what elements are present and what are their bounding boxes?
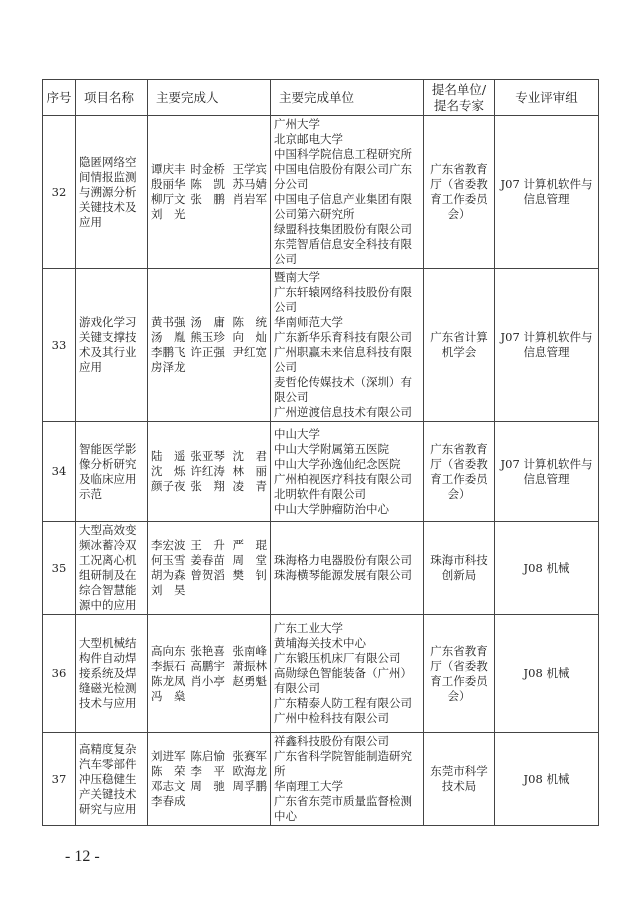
unit-name: 祥鑫科技股份有限公司 (274, 734, 389, 748)
nominator: 东莞市科学技术局 (424, 733, 495, 826)
main-persons (148, 615, 271, 733)
person-name: 高鹏宇 (190, 658, 225, 673)
project-name: 大型高效变频冰蓄冷双工况离心机组研制及在综合智慧能源中的应用 (76, 522, 148, 615)
unit-name: 高勋绿色智能装备（广州）有限公司 (274, 666, 412, 695)
unit-name: 东莞智盾信息安全科技有限公司 (274, 237, 412, 266)
person-name: 周孚鹏 (232, 779, 267, 793)
person-name: 许正强 (190, 345, 225, 359)
person-name: 张南峰 (232, 643, 267, 658)
row-number: 35 (43, 522, 76, 615)
unit-name: 广州大学 (274, 117, 320, 131)
review-group: J07 计算机软件与信息管理 (495, 116, 599, 269)
person-name: 肖小亭 (190, 673, 225, 688)
person-name: 黄书强 (151, 315, 186, 329)
project-name: 隐匿网络空间情报监测与溯源分析关键技术及应用 (76, 116, 148, 269)
person-name: 陈 统 (232, 315, 267, 329)
person-name: 王学宾 (232, 162, 267, 176)
main-units (271, 422, 424, 522)
person-name: 刘进军 (151, 749, 186, 763)
person-name: 张亚琴 (190, 449, 225, 463)
person-name: 陈 荣 (151, 764, 186, 778)
unit-name: 广东轩辕网络科技股份有限公司 (274, 285, 412, 314)
person-name: 许红涛 (190, 464, 225, 478)
unit-name: 中山大学 (274, 426, 320, 441)
unit-name: 麦哲伦传媒技术（深圳）有限公司 (274, 375, 412, 404)
header-persons: 主要完成人 (148, 80, 271, 116)
person-list (151, 449, 267, 494)
nominator: 广东省教育厅（省委教育工作委员会） (424, 116, 495, 269)
unit-name: 黄埔海关技术中心 (274, 636, 366, 650)
project-name: 大型机械结构件自动焊接系统及焊缝磁光检测技术与应用 (76, 615, 148, 733)
person-name: 房泽龙 (151, 360, 186, 374)
person-name: 尹红宽 (232, 345, 267, 359)
unit-name: 珠海格力电器股份有限公司 (274, 553, 412, 567)
row-number: 32 (43, 116, 76, 269)
unit-name: 中国电子信息产业集团有限公司第六研究所 (274, 192, 412, 221)
person-name: 邓志文 (151, 779, 186, 793)
row-number: 33 (43, 269, 76, 422)
main-units (271, 733, 424, 826)
person-name: 汤 胤 (151, 330, 186, 344)
unit-name: 广州中检科技有限公司 (274, 711, 389, 725)
person-name: 谭庆丰 (151, 162, 186, 176)
main-persons (148, 422, 271, 522)
review-group: J07 计算机软件与信息管理 (495, 422, 599, 522)
header-project-name: 项目名称 (76, 80, 148, 116)
unit-name: 广东精泰人防工程有限公司 (274, 696, 412, 710)
person-name: 何玉雪 (151, 553, 186, 567)
review-group: J08 机械 (495, 522, 599, 615)
person-name: 柳厅文 (151, 192, 186, 206)
unit-name: 广州职赢未来信息科技有限公司 (274, 345, 412, 374)
table-body (43, 116, 599, 826)
unit-name: 广州逆渡信息技术有限公司 (274, 405, 412, 419)
person-name: 李宏波 (151, 538, 186, 552)
person-name: 樊 钊 (232, 568, 267, 582)
person-name: 熊玉珍 (190, 330, 225, 344)
row-number: 34 (43, 422, 76, 522)
unit-name: 中国科学院信息工程研究所 (274, 147, 412, 161)
person-name: 向 灿 (232, 330, 267, 344)
main-persons (148, 116, 271, 269)
nominator: 广东省计算机学会 (424, 269, 495, 422)
person-name: 肖岩军 (232, 192, 267, 206)
table-row (43, 615, 599, 733)
person-name: 陆 遥 (151, 449, 186, 463)
person-name: 凌 青 (232, 479, 267, 493)
person-name: 汤 庸 (190, 315, 225, 329)
review-group: J07 计算机软件与信息管理 (495, 269, 599, 422)
main-persons (148, 733, 271, 826)
main-units (271, 522, 424, 615)
person-name: 张艳喜 (190, 643, 225, 658)
person-name: 殷丽华 (151, 177, 186, 191)
table-row (43, 269, 599, 422)
unit-name: 广东工业大学 (274, 621, 343, 635)
unit-name: 暨南大学 (274, 270, 320, 284)
unit-name: 广东省东莞市质量监督检测中心 (274, 794, 412, 823)
unit-name: 华南理工大学 (274, 779, 343, 793)
unit-name: 中山大学附属第五医院 (274, 441, 389, 456)
person-name: 胡为森 (151, 568, 186, 582)
person-name: 刘 昊 (151, 583, 186, 597)
person-name: 刘 光 (151, 207, 186, 221)
project-name: 高精度复杂汽车零部件冲压稳健生产关键技术研究与应用 (76, 733, 148, 826)
nominator: 珠海市科技创新局 (424, 522, 495, 615)
person-name: 林 丽 (232, 464, 267, 478)
person-name: 陈龙凤 (151, 673, 186, 688)
person-name: 张赛军 (232, 749, 267, 763)
header-review-group: 专业评审组 (495, 80, 599, 116)
main-persons (148, 269, 271, 422)
row-number: 36 (43, 615, 76, 733)
person-name: 周 堂 (232, 553, 267, 567)
project-name: 智能医学影像分析研究及临床应用示范 (76, 422, 148, 522)
person-name: 张 鹏 (190, 192, 225, 206)
unit-name: 广东锻压机床厂有限公司 (274, 651, 401, 665)
person-name: 周 驰 (190, 779, 225, 793)
person-name: 李春成 (151, 794, 186, 808)
unit-name: 珠海横琴能源发展有限公司 (274, 568, 412, 582)
unit-name: 中山大学肿瘤防治中心 (274, 501, 389, 516)
person-name: 曾贺滔 (190, 568, 225, 582)
review-group: J08 机械 (495, 733, 599, 826)
person-name: 萧振林 (232, 658, 267, 673)
person-list (151, 162, 267, 222)
person-name: 严 琨 (232, 538, 267, 552)
page-number: - 12 - (65, 848, 100, 865)
main-units (271, 116, 424, 269)
person-name: 颜子夜 (151, 479, 186, 493)
unit-name: 广州柏视医疗科技有限公司 (274, 471, 412, 486)
nominator: 广东省教育厅（省委教育工作委员会） (424, 615, 495, 733)
main-persons (148, 522, 271, 615)
person-name: 李 平 (190, 764, 225, 778)
unit-name: 中山大学孙逸仙纪念医院 (274, 456, 401, 471)
person-name: 沈 君 (232, 449, 267, 463)
header-units: 主要完成单位 (271, 80, 424, 116)
awards-table (42, 79, 599, 826)
header-no: 序号 (43, 80, 76, 116)
unit-name: 绿盟科技集团股份有限公司 (274, 222, 412, 236)
person-name: 李振石 (151, 658, 186, 673)
person-list (151, 749, 267, 809)
person-list (151, 644, 267, 704)
person-name: 陈启愉 (190, 749, 225, 763)
main-units (271, 269, 424, 422)
main-units (271, 615, 424, 733)
person-name: 张 翔 (190, 479, 225, 493)
project-name: 游戏化学习关键支撑技术及其行业应用 (76, 269, 148, 422)
unit-name: 北明软件有限公司 (274, 486, 366, 501)
unit-name: 华南师范大学 (274, 315, 343, 329)
person-name: 苏马婧 (232, 177, 267, 191)
table-row (43, 116, 599, 269)
person-name: 李鹏飞 (151, 345, 186, 359)
person-name: 时金桥 (190, 162, 225, 176)
table-row (43, 733, 599, 826)
unit-name: 中国电信股份有限公司广东分公司 (274, 162, 412, 191)
person-name: 沈 烁 (151, 464, 186, 478)
person-name: 陈 凯 (190, 177, 225, 191)
person-name: 赵勇魁 (232, 673, 267, 688)
row-number: 37 (43, 733, 76, 826)
header-nominator: 提名单位/ 提名专家 (424, 80, 495, 116)
person-name: 欧海龙 (232, 764, 267, 778)
table-row (43, 522, 599, 615)
person-list (151, 538, 267, 598)
table-header-row (43, 80, 599, 116)
table-row (43, 422, 599, 522)
nominator: 广东省教育厅（省委教育工作委员会） (424, 422, 495, 522)
unit-name: 广东新华乐育科技有限公司 (274, 330, 412, 344)
person-name: 姜春苗 (190, 553, 225, 567)
person-name: 王 升 (190, 538, 225, 552)
unit-name: 广东省科学院智能制造研究所 (274, 749, 412, 778)
review-group: J08 机械 (495, 615, 599, 733)
person-name: 高向东 (151, 643, 186, 658)
person-name: 冯 燊 (151, 688, 186, 703)
person-list (151, 315, 267, 375)
unit-name: 北京邮电大学 (274, 132, 343, 146)
